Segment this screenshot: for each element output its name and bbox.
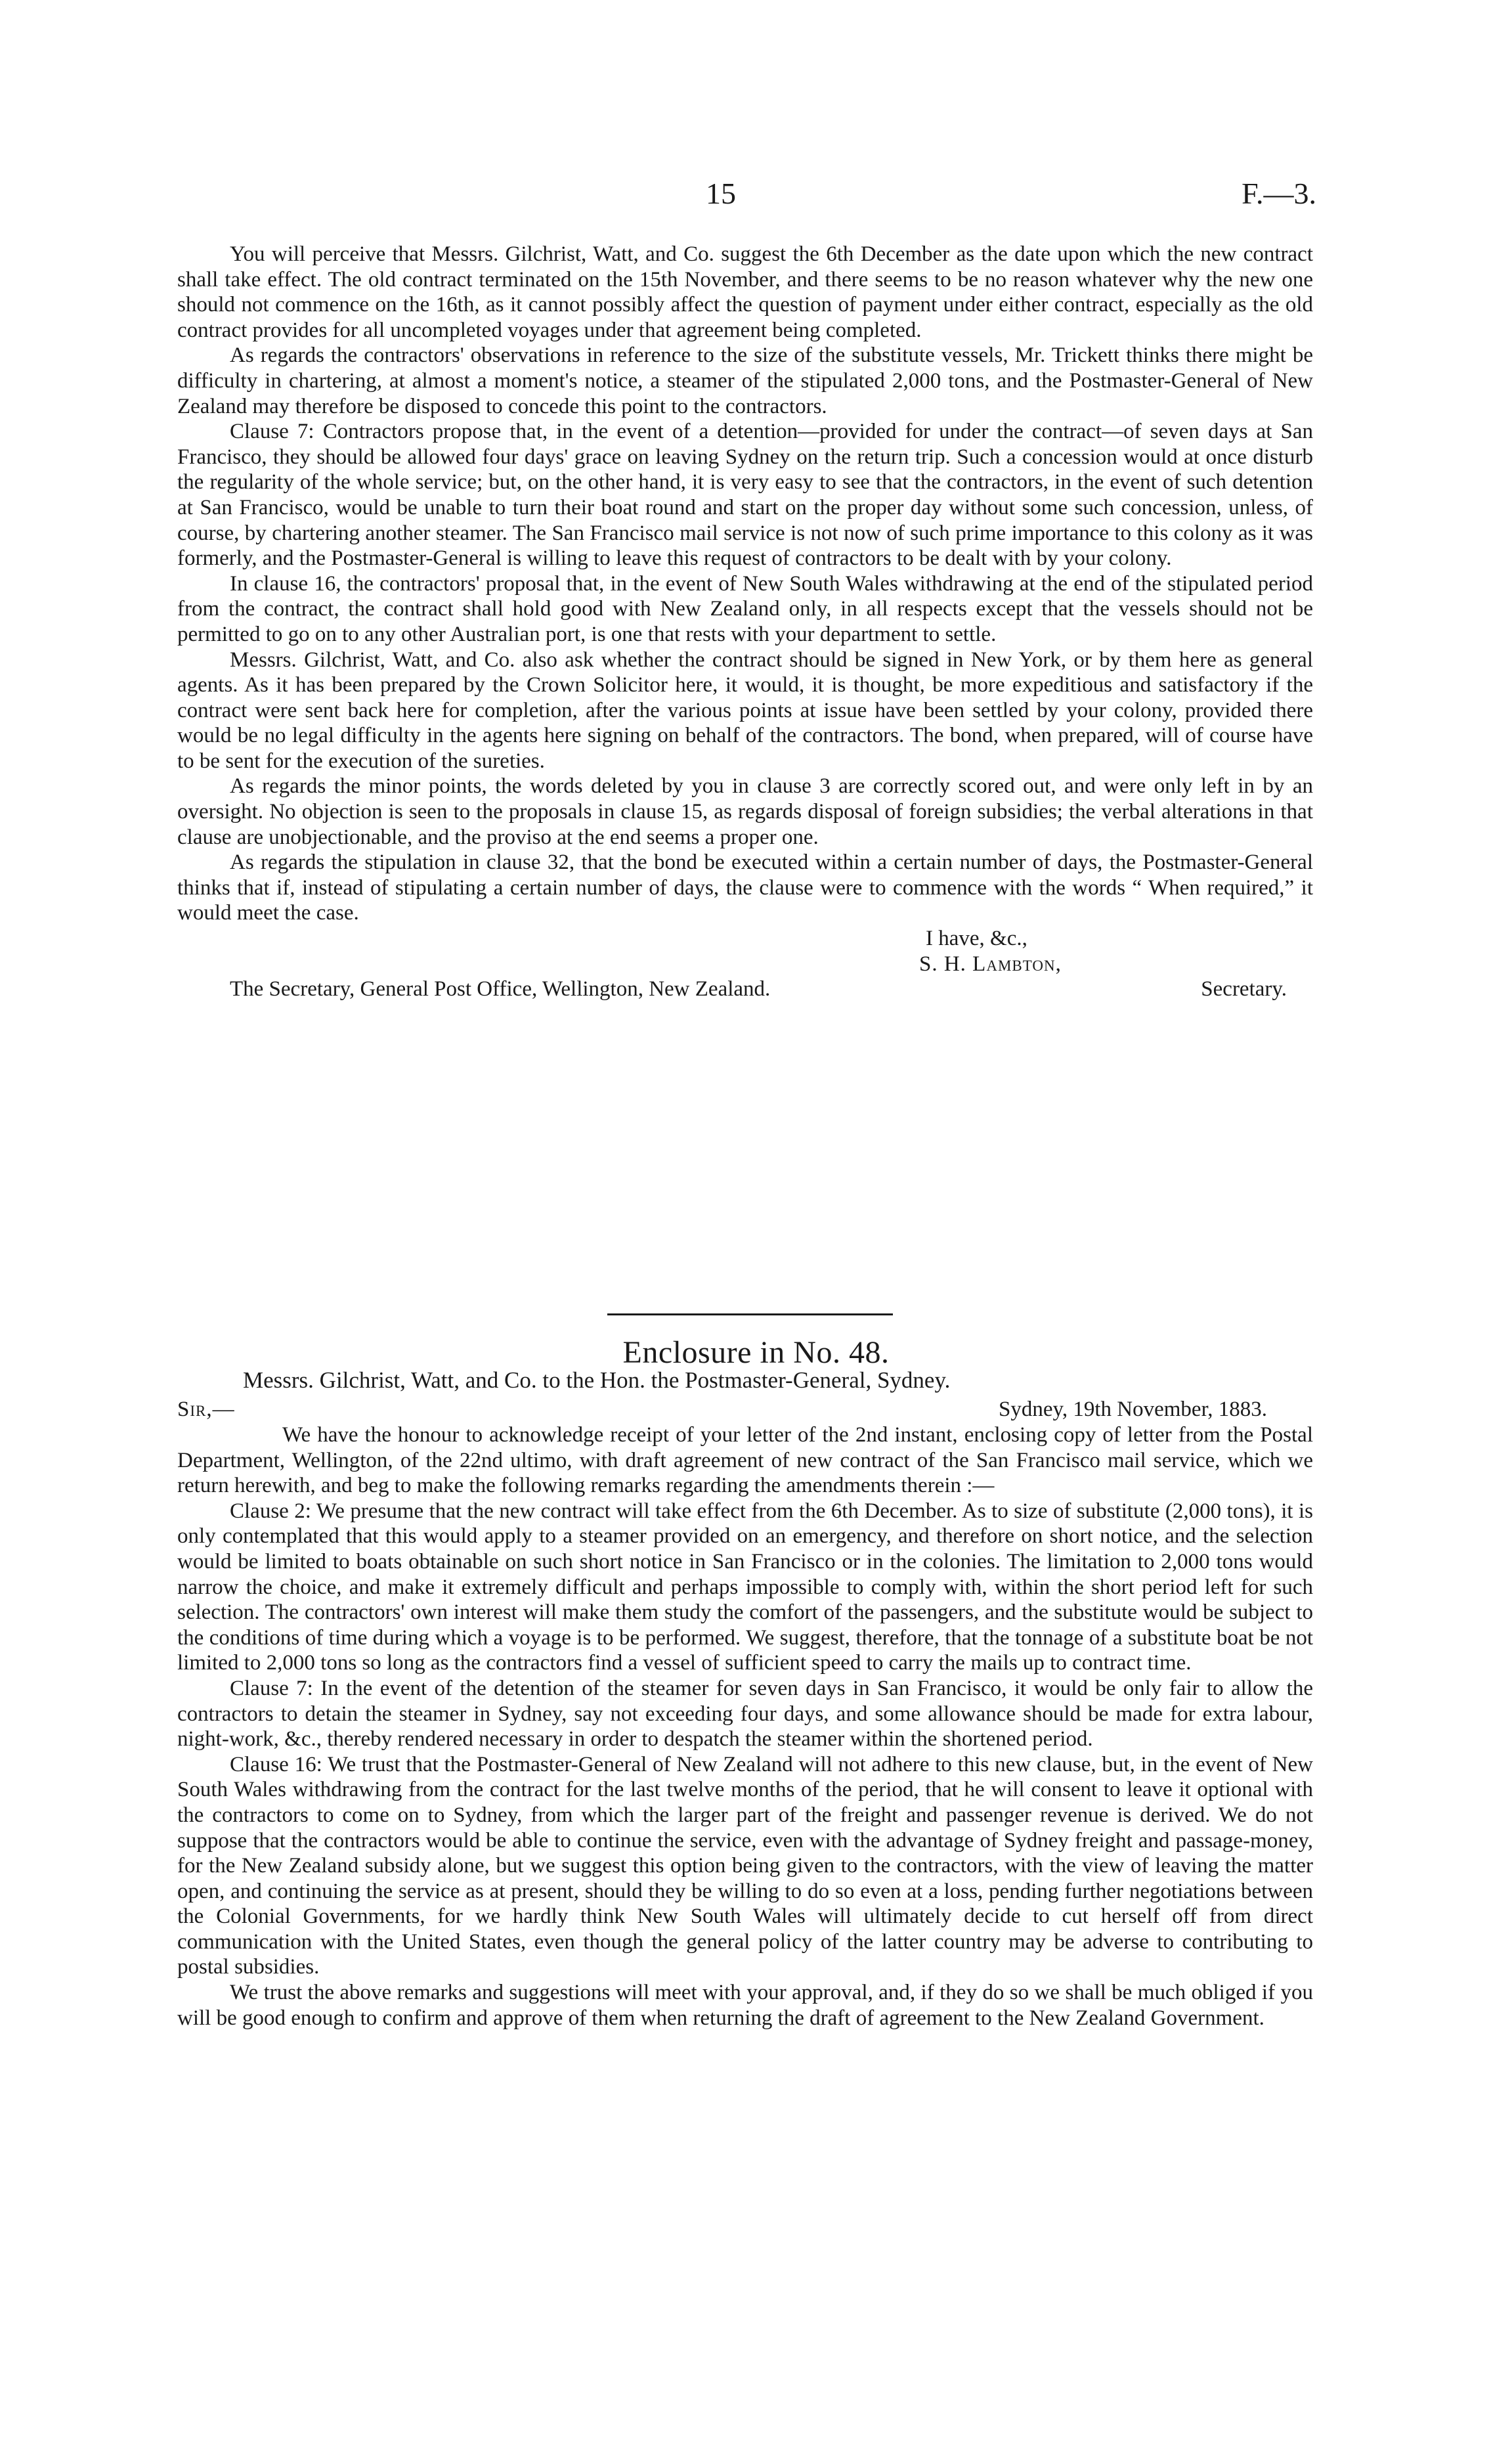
paragraph: Clause 2: We presume that the new contract will take effect from the 6th December. As to size of substitute (2,000 tons), it is only contemplated that this would apply to a steamer provided on an emergency, and therefore on short notice, and the selection would be limited to boats obtainable on such short notice in San Francisco or in the colonies. The limitation to 2,000 tons would narrow the choice, and make it extremely difficult and perhaps impossible to comply with, within the short period left for such selection. The contractors' own interest will make them study the comfort of the passengers, and the substitute would be subject to the conditions of time during which a voyage is to be performed. We suggest, therefore, that the tonnage of a substitute boat be not limited to 2,000 tons so long as the contractors find a vessel of sufficient speed to carry the mails up to contract time.	[177, 1499, 1313, 1675]
place-date: Sydney, 19th November, 1883.	[999, 1398, 1267, 1421]
enclosure-from-to: Messrs. Gilchrist, Watt, and Co. to the Hon. the Postmaster-General, Sydney.	[243, 1367, 951, 1393]
letter-from-secretary	[177, 242, 1313, 1002]
section-divider	[607, 1313, 893, 1315]
closing-phrase: I have, &c.,	[926, 927, 1027, 951]
paragraph: You will perceive that Messrs. Gilchrist, Watt, and Co. suggest the 6th December as the date upon which the new contract shall take effect. The old contract terminated on the 15th November, and there seems to be no reason whatever why the new one should not commence on the 16th, as it cannot possibly affect the question of payment under either contract, especially as the old contract provides for all uncompleted voyages under that agreement being completed.	[177, 242, 1313, 342]
enclosure-heading: Enclosure in No. 48.	[622, 1335, 890, 1370]
letter-from-contractors	[177, 1422, 1313, 2031]
paragraph: Messrs. Gilchrist, Watt, and Co. also ask whether the contract should be signed in New York, or by them here as general agents. As it has been prepared by the Crown Solicitor here, it would, it is thought, be more expeditious and satisfactory if the contract were sent back here for completion, after the various points at issue have been settled by your colony, provided there would be no legal difficulty in the agents here signing on behalf of the contractors. The bond, when prepared, will of course have to be sent for the execution of the sureties.	[177, 648, 1313, 773]
page-number: 15	[706, 177, 736, 210]
salutation: Sir,—	[177, 1398, 235, 1421]
paragraph: Clause 7: In the event of the detention of the steamer for seven days in San Francisco, it would be only fair to allow the contractors to detain the steamer in Sydney, say not exceeding four days, and some allowance should be made for extra labour, night-work, &c., thereby rendered necessary in order to despatch the steamer within the shortened period.	[177, 1676, 1313, 1751]
paragraph: We have the honour to acknowledge receipt of your letter of the 2nd instant, enclosing copy of letter from the Postal Department, Wellington, of the 22nd ultimo, with draft agreement of new contract of the San Francisco mail service, which we return herewith, and beg to make the following remarks regarding the amendments therein :—	[177, 1423, 1313, 1498]
paragraph: We trust the above remarks and suggestions will meet with your approval, and, if they do so we shall be much obliged if you will be good enough to confirm and approve of them when returning the draft of agreement to the New Zealand Government.	[177, 1981, 1313, 2030]
signature-title: Secretary.	[1201, 977, 1287, 1001]
paragraph: As regards the minor points, the words deleted by you in clause 3 are correctly scored out, and were only left in by an oversight. No objection is seen to the proposals in clause 15, as regards disposal of foreign subsidies; the verbal alterations in that clause are unobjectionable, and the proviso at the end seems a proper one.	[177, 774, 1313, 849]
paragraph: Clause 7: Contractors propose that, in the event of a detention—provided for under the contract—of seven days at San Francisco, they should be allowed four days' grace on leaving Sydney on the return trip. Such a concession would at once disturb the regularity of the whole service; but, on the other hand, it is very easy to see that the contractors, in the event of such detention at San Francisco, would be unable to turn their boat round and start on the proper day without some such concession, unless, of course, by chartering another steamer. The San Francisco mail service is not now of such prime importance to this colony as it was formerly, and the Postmaster-General is willing to leave this request of contractors to be dealt with by your colony.	[177, 420, 1313, 571]
paragraph: Clause 16: We trust that the Postmaster-General of New Zealand will not adhere to this new clause, but, in the event of New South Wales withdrawing from the contract for the last twelve months of the period, that he will consent to leave it optional with the contractors to come on to Sydney, from which the larger part of the freight and passenger revenue is derived. We do not suppose that the contractors would be able to continue the service, even with the advantage of Sydney freight and passage-money, for the New Zealand subsidy alone, but we suggest this option being given to the contractors, with the view of leaving the matter open, and continuing the service as at present, should they be willing to do so even at a loss, pending further negotiations between the Colonial Governments, for we hardly think New South Wales will ultimately decide to cut herself off from direct communication with the United States, even though the general policy of the latter country may be adverse to contributing to postal subsidies.	[177, 1752, 1313, 1979]
paragraph: As regards the stipulation in clause 32, that the bond be executed within a certain number of days, the Postmaster-General thinks that if, instead of stipulating a certain number of days, the clause were to commence with the words “ When required,” it would meet the case.	[177, 850, 1313, 925]
signature: S. H. Lambton,	[919, 952, 1062, 976]
paragraph: As regards the contractors' observations in reference to the size of the substitute vessels, Mr. Trickett thinks there might be difficulty in chartering, at almost a moment's notice, a steamer of the stipulated 2,000 tons, and the Postmaster-General of New Zealand may therefore be disposed to concede this point to the contractors.	[177, 343, 1313, 418]
salutation-row	[177, 1398, 1267, 1422]
addressee-row	[177, 977, 1313, 1002]
paragraph: In clause 16, the contractors' proposal that, in the event of New South Wales withdrawing at the end of the stipulated period from the contract, the contract shall hold good with New Zealand only, in all respects except that the vessels should not be permitted to go on to any other Australian port, is one that rests with your department to settle.	[177, 571, 1313, 646]
addressee: The Secretary, General Post Office, Wellington, New Zealand.	[230, 977, 771, 1001]
document-reference: F.—3.	[1242, 177, 1316, 210]
